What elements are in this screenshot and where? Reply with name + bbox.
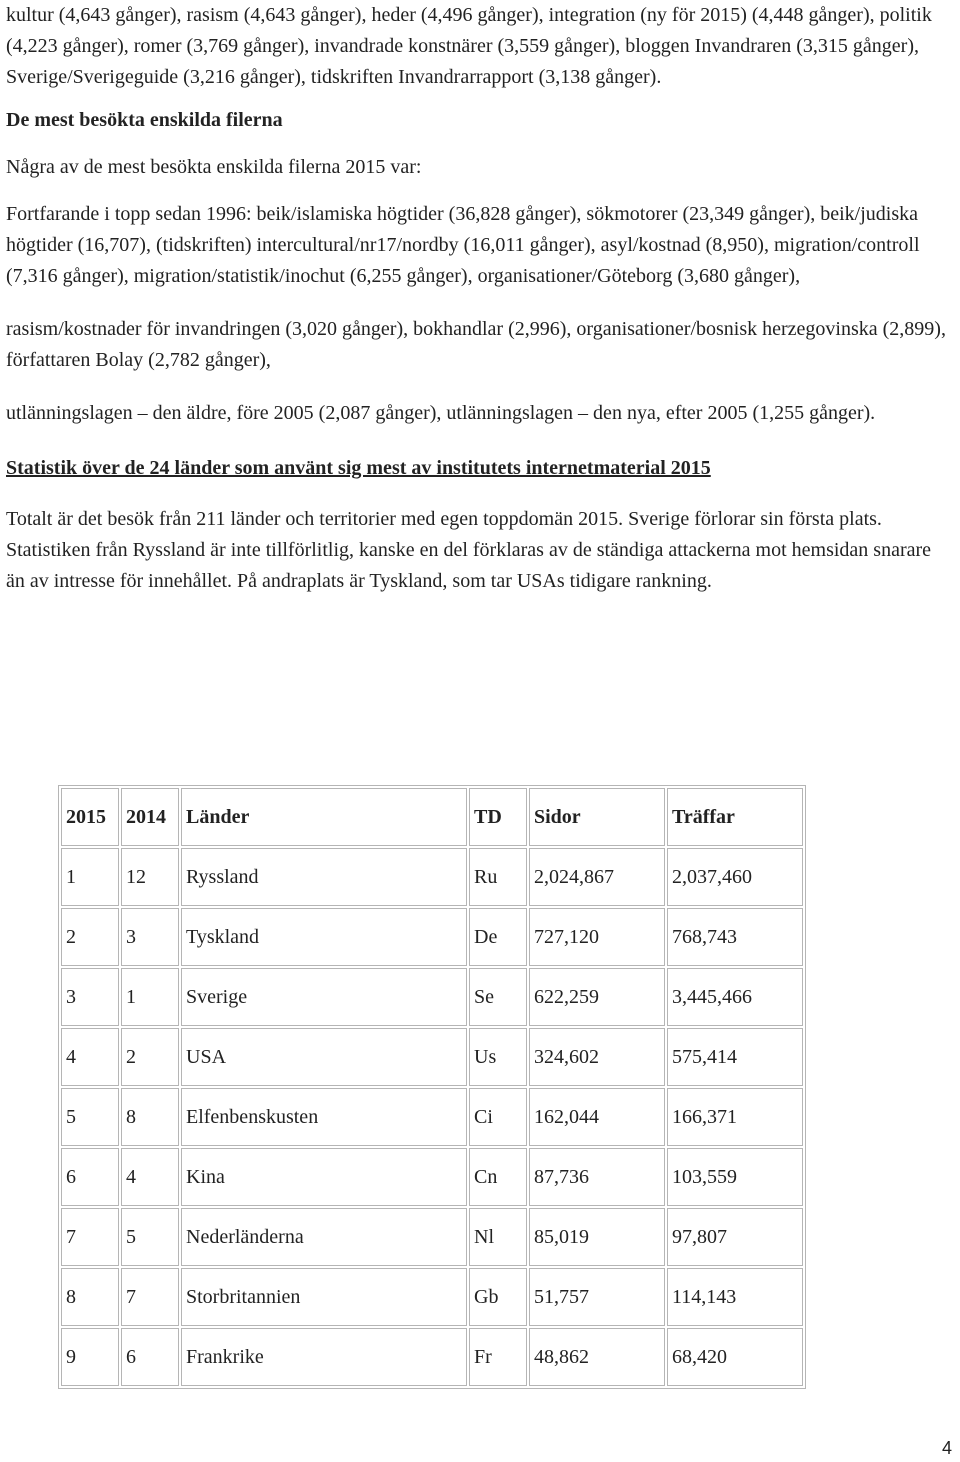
cell-hits: 97,807 xyxy=(667,1208,803,1266)
cell-rank-2015: 1 xyxy=(61,848,119,906)
section-heading: De mest besökta enskilda filerna xyxy=(6,109,283,131)
table-row xyxy=(61,848,803,906)
table-row xyxy=(61,1088,803,1146)
intro-paragraph: kultur (4,643 gånger), rasism (4,643 gånger), heder (4,496 gånger), integration (ny för 2015) (4,448 gånger), politik (4,223 gånger), romer (3,769 gånger), invandrade konstnärer (3,559 gånger), bloggen Invandraren (3,315 gånger), Sverige/Sverigeguide (3,216 gånger), tidskriften Invandrarrapport (3,138 gånger). xyxy=(6,4,932,88)
table-row xyxy=(61,1328,803,1386)
cell-rank-2015: 6 xyxy=(61,1148,119,1206)
cell-top-domain: Us xyxy=(469,1028,527,1086)
files-paragraph-2: rasism/kostnader för invandringen (3,020 gånger), bokhandlar (2,996), organisationer/bosnisk herzegovinska (2,899), författaren Bolay (2,782 gånger), xyxy=(6,318,946,371)
table-row xyxy=(61,1208,803,1266)
cell-rank-2014: 5 xyxy=(121,1208,179,1266)
header-2015: 2015 xyxy=(61,788,119,846)
cell-country: Ryssland xyxy=(181,848,467,906)
cell-rank-2015: 3 xyxy=(61,968,119,1026)
cell-country: Elfenbenskusten xyxy=(181,1088,467,1146)
cell-top-domain: Fr xyxy=(469,1328,527,1386)
table-row xyxy=(61,1148,803,1206)
cell-rank-2015: 7 xyxy=(61,1208,119,1266)
cell-rank-2015: 5 xyxy=(61,1088,119,1146)
cell-country: Kina xyxy=(181,1148,467,1206)
cell-country: USA xyxy=(181,1028,467,1086)
table-header-row xyxy=(61,788,803,846)
cell-hits: 3,445,466 xyxy=(667,968,803,1026)
cell-top-domain: Nl xyxy=(469,1208,527,1266)
files-paragraph-1: Fortfarande i topp sedan 1996: beik/islamiska högtider (36,828 gånger), sökmotorer (23,349 gånger), beik/judiska högtider (16,707), (tidskriften) intercultural/nr17/nordby (16,011 gånger), asyl/kostnad (8,950), migration/controll (7,316 gånger), migration/statistik/inochut (6,255 gånger), organisationer/Göteborg (3,680 gånger), xyxy=(6,203,920,287)
cell-rank-2014: 7 xyxy=(121,1268,179,1326)
cell-hits: 2,037,460 xyxy=(667,848,803,906)
statistics-paragraph: Totalt är det besök från 211 länder och territorier med egen toppdomän 2015. Sverige förlorar sin första plats. Statistiken från Ryssland är inte tillförlitlig, kanske en del förklaras av de ständiga attackerna mot hemsidan snarare än av intresse för innehållet. På andraplats är Tyskland, som tar USAs tidigare rankning. xyxy=(6,508,932,592)
cell-pages: 48,862 xyxy=(529,1328,665,1386)
cell-country: Frankrike xyxy=(181,1328,467,1386)
cell-hits: 575,414 xyxy=(667,1028,803,1086)
cell-hits: 114,143 xyxy=(667,1268,803,1326)
cell-top-domain: Ci xyxy=(469,1088,527,1146)
cell-rank-2015: 9 xyxy=(61,1328,119,1386)
files-paragraph-3: utlänningslagen – den äldre, före 2005 (2,087 gånger), utlänningslagen – den nya, efter 2005 (1,255 gånger). xyxy=(6,402,876,424)
cell-rank-2014: 12 xyxy=(121,848,179,906)
cell-pages: 85,019 xyxy=(529,1208,665,1266)
cell-pages: 2,024,867 xyxy=(529,848,665,906)
cell-rank-2015: 8 xyxy=(61,1268,119,1326)
statistics-heading: Statistik över de 24 länder som använt sig mest av institutets internetmaterial 2015 xyxy=(6,457,711,479)
cell-top-domain: De xyxy=(469,908,527,966)
cell-pages: 87,736 xyxy=(529,1148,665,1206)
table-row xyxy=(61,1028,803,1086)
cell-pages: 622,259 xyxy=(529,968,665,1026)
page-number: 4 xyxy=(941,1438,952,1458)
cell-rank-2014: 1 xyxy=(121,968,179,1026)
cell-pages: 51,757 xyxy=(529,1268,665,1326)
section-intro: Några av de mest besökta enskilda filerna 2015 var: xyxy=(6,156,422,178)
header-2014: 2014 xyxy=(121,788,179,846)
header-lander: Länder xyxy=(181,788,467,846)
cell-rank-2014: 6 xyxy=(121,1328,179,1386)
cell-country: Nederländerna xyxy=(181,1208,467,1266)
cell-top-domain: Gb xyxy=(469,1268,527,1326)
document-page xyxy=(6,0,954,597)
cell-top-domain: Se xyxy=(469,968,527,1026)
header-td: TD xyxy=(469,788,527,846)
cell-rank-2014: 3 xyxy=(121,908,179,966)
cell-country: Tyskland xyxy=(181,908,467,966)
cell-rank-2014: 2 xyxy=(121,1028,179,1086)
cell-country: Sverige xyxy=(181,968,467,1026)
table-row xyxy=(61,968,803,1026)
header-traffar: Träffar xyxy=(667,788,803,846)
table-row xyxy=(61,1268,803,1326)
cell-hits: 166,371 xyxy=(667,1088,803,1146)
table-body xyxy=(61,848,803,1386)
cell-pages: 324,602 xyxy=(529,1028,665,1086)
cell-rank-2015: 4 xyxy=(61,1028,119,1086)
cell-top-domain: Cn xyxy=(469,1148,527,1206)
cell-pages: 162,044 xyxy=(529,1088,665,1146)
table-row xyxy=(61,908,803,966)
cell-top-domain: Ru xyxy=(469,848,527,906)
countries-table xyxy=(58,785,806,1389)
cell-rank-2014: 4 xyxy=(121,1148,179,1206)
header-sidor: Sidor xyxy=(529,788,665,846)
cell-hits: 68,420 xyxy=(667,1328,803,1386)
cell-rank-2014: 8 xyxy=(121,1088,179,1146)
cell-hits: 768,743 xyxy=(667,908,803,966)
cell-rank-2015: 2 xyxy=(61,908,119,966)
cell-pages: 727,120 xyxy=(529,908,665,966)
cell-hits: 103,559 xyxy=(667,1148,803,1206)
cell-country: Storbritannien xyxy=(181,1268,467,1326)
